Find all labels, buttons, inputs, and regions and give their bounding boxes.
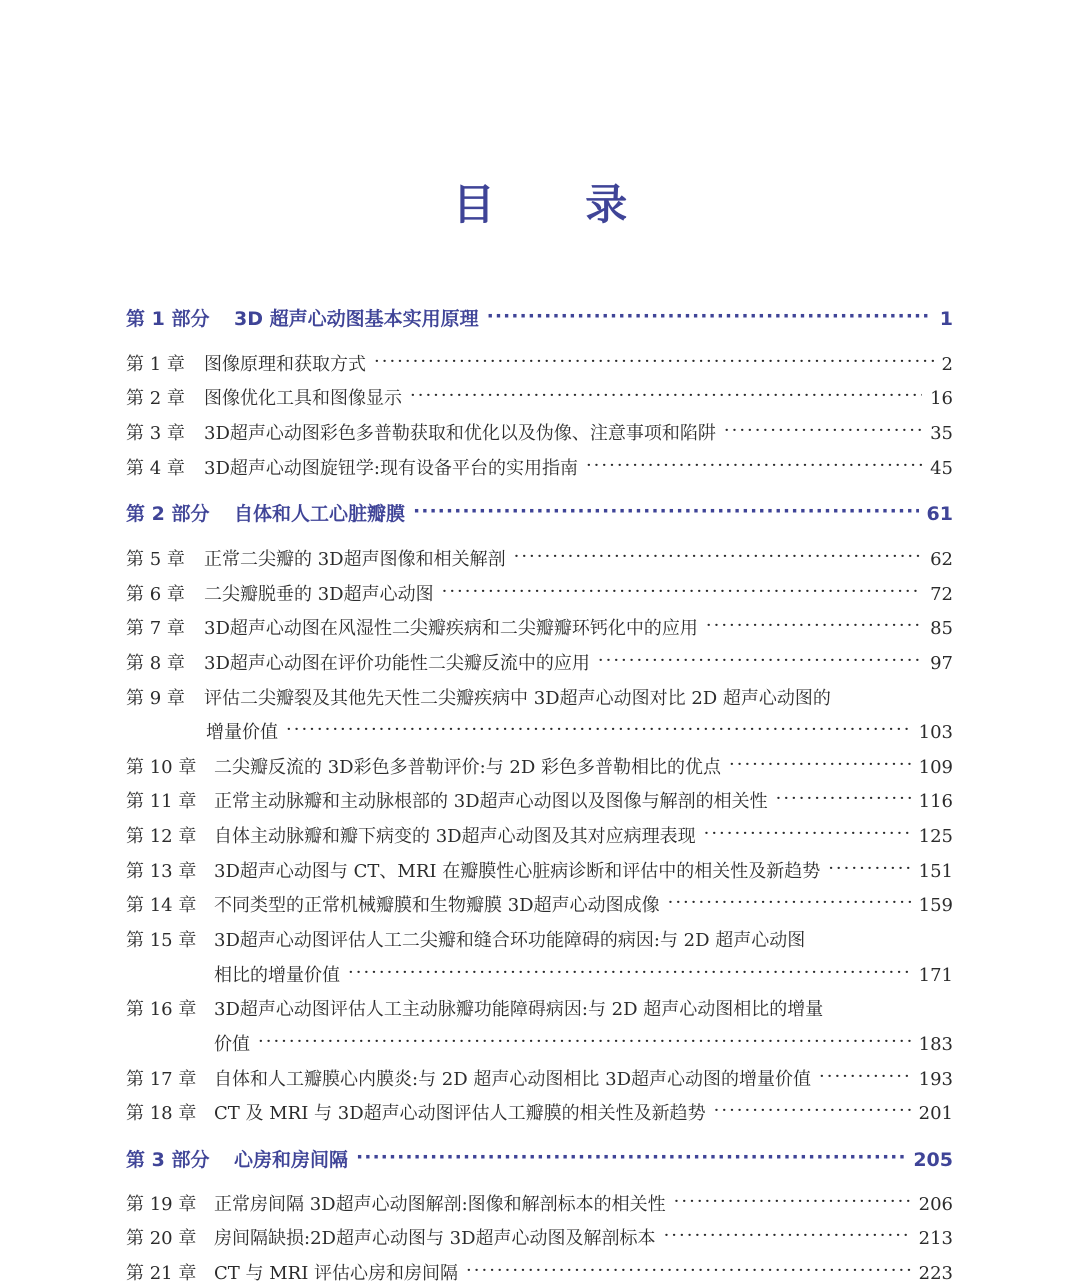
chapter-number: 第 7 章: [126, 618, 185, 639]
toc-chapter-8[interactable]: [126, 649, 953, 675]
toc-chapter-4[interactable]: [126, 454, 953, 480]
chapter-title: 评估二尖瓣裂及其他先天性二尖瓣疾病中 3D超声心动图对比 2D 超声心动图的: [204, 688, 831, 709]
dot-leader: [819, 1067, 911, 1085]
toc-chapter-1[interactable]: [126, 350, 953, 376]
part-title: 自体和人工心脏瓣膜: [234, 503, 406, 525]
dot-leader: [828, 859, 910, 877]
part-number: 第 1 部分: [126, 308, 210, 330]
chapter-title-continuation: 增量价值: [206, 722, 278, 743]
page-number: 85: [930, 618, 953, 639]
dot-leader: [514, 547, 922, 565]
chapter-number: 第 5 章: [126, 549, 185, 570]
dot-leader: [724, 421, 922, 439]
part-number: 第 2 部分: [126, 503, 210, 525]
chapter-number: 第 13 章: [126, 861, 197, 882]
toc-chapter-3[interactable]: [126, 419, 953, 445]
toc-part-1[interactable]: [126, 304, 953, 331]
chapter-title: 自体和人工瓣膜心内膜炎:与 2D 超声心动图相比 3D超声心动图的增量价值: [214, 1069, 811, 1090]
page-number: 205: [913, 1149, 953, 1171]
chapter-title: 房间隔缺损:2D超声心动图与 3D超声心动图及解剖标本: [214, 1228, 656, 1249]
chapter-title: 图像优化工具和图像显示: [204, 388, 402, 409]
chapter-title: 不同类型的正常机械瓣膜和生物瓣膜 3D超声心动图成像: [214, 895, 660, 916]
toc-chapter-7[interactable]: [126, 614, 953, 640]
toc-chapter-10[interactable]: [126, 753, 953, 779]
dot-leader: [668, 893, 911, 911]
chapter-number: 第 11 章: [126, 791, 197, 812]
page-number: 213: [918, 1228, 953, 1249]
toc-chapter-11[interactable]: [126, 787, 953, 813]
toc-chapter-20[interactable]: [126, 1224, 953, 1250]
dot-leader: [410, 386, 922, 404]
chapter-title-continuation: 相比的增量价值: [214, 965, 340, 986]
chapter-number: 第 16 章: [126, 999, 197, 1020]
dot-leader: [598, 651, 922, 669]
dot-leader: [704, 824, 911, 842]
page-title: 目 录: [452, 180, 666, 229]
dot-leader: [714, 1101, 911, 1119]
chapter-title: 图像原理和获取方式: [204, 354, 366, 375]
chapter-number: 第 6 章: [126, 584, 185, 605]
part-number: 第 3 部分: [126, 1149, 210, 1171]
dot-leader: [442, 582, 922, 600]
page-number: 125: [918, 826, 953, 847]
dot-leader: [674, 1192, 911, 1210]
chapter-title: 3D超声心动图在评价功能性二尖瓣反流中的应用: [204, 653, 590, 674]
page-number: 151: [918, 861, 953, 882]
chapter-number: 第 10 章: [126, 757, 197, 778]
chapter-title: 3D超声心动图评估人工主动脉瓣功能障碍病因:与 2D 超声心动图相比的增量: [214, 999, 824, 1020]
dot-leader: [413, 501, 919, 520]
toc-chapter-16-continuation[interactable]: [214, 1030, 953, 1056]
page-number: 223: [918, 1263, 953, 1284]
toc-chapter-5[interactable]: [126, 545, 953, 571]
chapter-number: 第 19 章: [126, 1194, 197, 1215]
chapter-title: CT 及 MRI 与 3D超声心动图评估人工瓣膜的相关性及新趋势: [214, 1103, 706, 1124]
dot-leader: [487, 306, 932, 325]
toc-chapter-21[interactable]: [126, 1259, 953, 1285]
chapter-number: 第 1 章: [126, 354, 185, 375]
dot-leader: [348, 963, 911, 981]
page-number: 2: [941, 354, 953, 375]
toc-chapter-9-continuation[interactable]: [206, 718, 953, 744]
page-number: 193: [918, 1069, 953, 1090]
chapter-number: 第 8 章: [126, 653, 185, 674]
toc-chapter-12[interactable]: [126, 822, 953, 848]
chapter-title: 正常房间隔 3D超声心动图解剖:图像和解剖标本的相关性: [214, 1194, 666, 1215]
toc-part-2[interactable]: [126, 499, 953, 526]
dot-leader: [258, 1032, 911, 1050]
page-number: 1: [939, 308, 953, 330]
page-number: 62: [930, 549, 953, 570]
chapter-title: 二尖瓣反流的 3D彩色多普勒评价:与 2D 彩色多普勒相比的优点: [214, 757, 721, 778]
page-number: 183: [918, 1034, 953, 1055]
page-number: 16: [930, 388, 953, 409]
chapter-number: 第 9 章: [126, 688, 185, 709]
chapter-title: 正常主动脉瓣和主动脉根部的 3D超声心动图以及图像与解剖的相关性: [214, 791, 768, 812]
chapter-number: 第 18 章: [126, 1103, 197, 1124]
chapter-title: 3D超声心动图旋钮学:现有设备平台的实用指南: [204, 458, 578, 479]
chapter-title: CT 与 MRI 评估心房和房间隔: [214, 1263, 459, 1284]
dot-leader: [776, 789, 911, 807]
page-number: 201: [918, 1103, 953, 1124]
page-number: 45: [930, 458, 953, 479]
page-number: 206: [918, 1194, 953, 1215]
chapter-title: 3D超声心动图彩色多普勒获取和优化以及伪像、注意事项和陷阱: [204, 423, 716, 444]
toc-chapter-14[interactable]: [126, 891, 953, 917]
part-title: 心房和房间隔: [234, 1149, 349, 1171]
dot-leader: [374, 352, 934, 370]
chapter-title: 二尖瓣脱垂的 3D超声心动图: [204, 584, 434, 605]
chapter-number: 第 15 章: [126, 930, 197, 951]
page-number: 109: [918, 757, 953, 778]
dot-leader: [664, 1226, 911, 1244]
page-number: 97: [930, 653, 953, 674]
toc-chapter-6[interactable]: [126, 580, 953, 606]
chapter-number: 第 17 章: [126, 1069, 197, 1090]
toc-chapter-15-continuation[interactable]: [214, 961, 953, 987]
toc-chapter-15[interactable]: [126, 926, 953, 952]
dot-leader: [729, 755, 911, 773]
toc-chapter-16[interactable]: [126, 995, 953, 1021]
page-number: 72: [930, 584, 953, 605]
dot-leader: [286, 720, 911, 738]
dot-leader: [466, 1261, 911, 1279]
page-number: 171: [918, 965, 953, 986]
chapter-title: 3D超声心动图评估人工二尖瓣和缝合环功能障碍的病因:与 2D 超声心动图: [214, 930, 806, 951]
page-number: 116: [918, 791, 953, 812]
page-number: 35: [930, 423, 953, 444]
toc-chapter-18[interactable]: [126, 1099, 953, 1125]
dot-leader: [706, 616, 922, 634]
page-number: 103: [918, 722, 953, 743]
chapter-number: 第 21 章: [126, 1263, 197, 1284]
page-number: 159: [918, 895, 953, 916]
chapter-number: 第 14 章: [126, 895, 197, 916]
toc-chapter-2[interactable]: [126, 384, 953, 410]
dot-leader: [356, 1147, 905, 1166]
toc-chapter-9[interactable]: [126, 684, 953, 710]
chapter-title: 自体主动脉瓣和瓣下病变的 3D超声心动图及其对应病理表现: [214, 826, 696, 847]
chapter-title-continuation: 价值: [214, 1034, 250, 1055]
part-title: 3D 超声心动图基本实用原理: [234, 308, 479, 330]
toc-part-3[interactable]: [126, 1145, 953, 1172]
page-number: 61: [926, 503, 953, 525]
chapter-number: 第 3 章: [126, 423, 185, 444]
toc-chapter-13[interactable]: [126, 857, 953, 883]
chapter-number: 第 20 章: [126, 1228, 197, 1249]
toc-chapter-19[interactable]: [126, 1190, 953, 1216]
toc-chapter-17[interactable]: [126, 1065, 953, 1091]
chapter-number: 第 12 章: [126, 826, 197, 847]
dot-leader: [586, 456, 922, 474]
chapter-title: 正常二尖瓣的 3D超声图像和相关解剖: [204, 549, 506, 570]
chapter-number: 第 4 章: [126, 458, 185, 479]
chapter-title: 3D超声心动图在风湿性二尖瓣疾病和二尖瓣瓣环钙化中的应用: [204, 618, 698, 639]
chapter-number: 第 2 章: [126, 388, 185, 409]
chapter-title: 3D超声心动图与 CT、MRI 在瓣膜性心脏病诊断和评估中的相关性及新趋势: [214, 861, 821, 882]
